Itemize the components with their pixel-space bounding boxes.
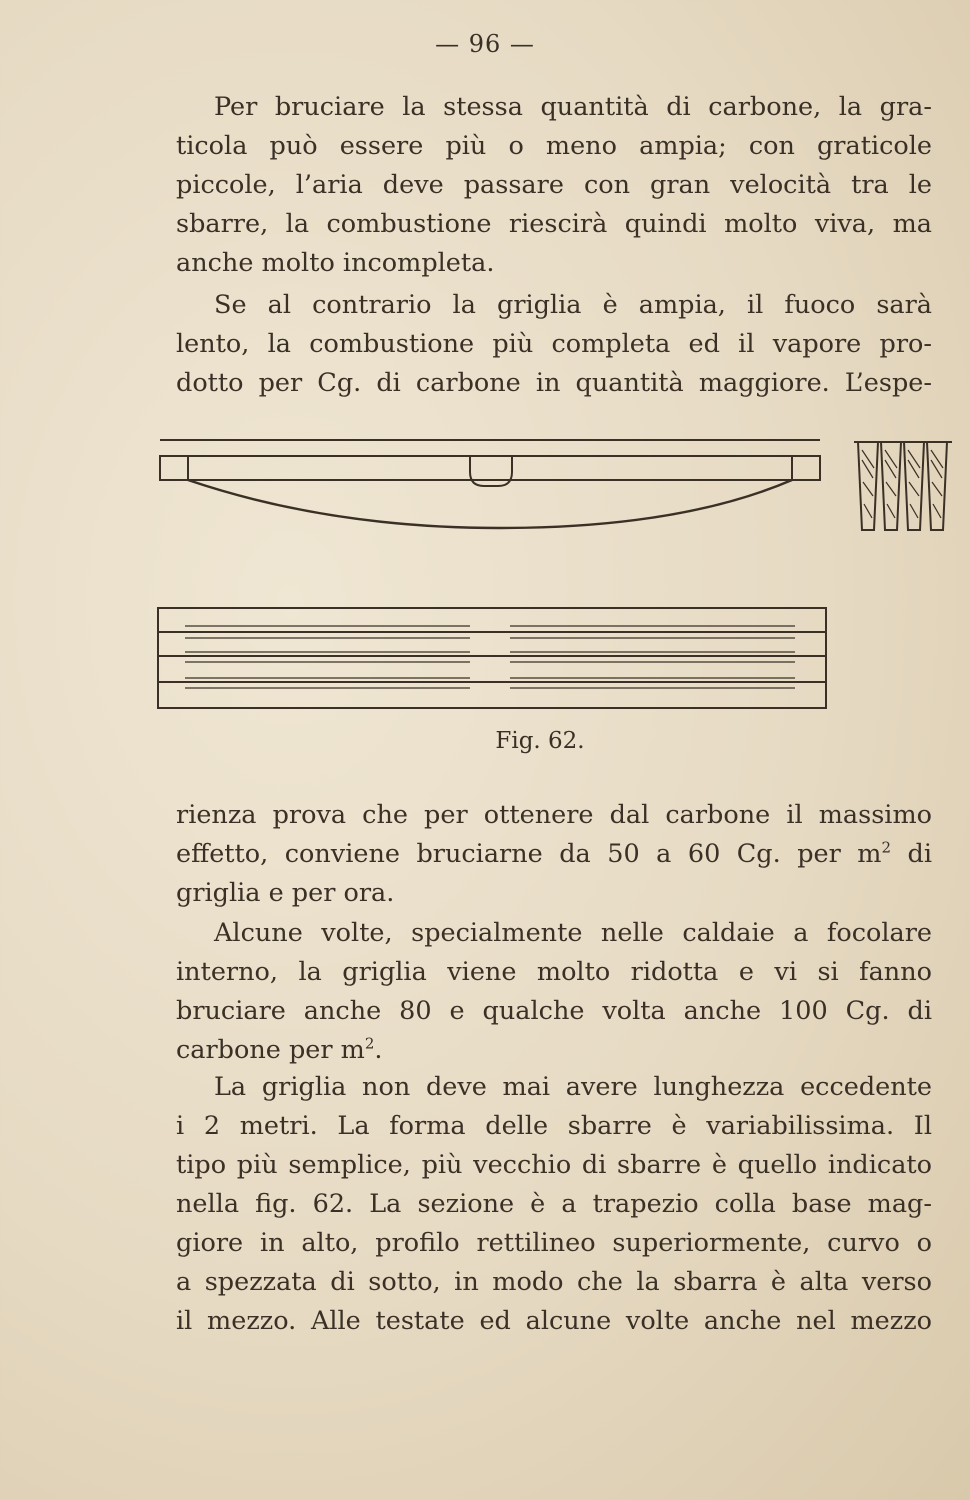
text-fragment: . xyxy=(374,1035,383,1065)
text-line: sbarre, la combustione riescirà quindi molto viva, ma xyxy=(176,209,932,239)
text-line: nella fig. 62. La sezione è a trapezio colla base mag- xyxy=(176,1189,932,1219)
text-line: a spezzata di sotto, in modo che la sbarra è alta verso xyxy=(176,1267,932,1297)
text-line: rienza prova che per ottenere dal carbone il massimo xyxy=(176,800,932,830)
paragraph-bar-shape xyxy=(176,1068,932,1341)
figure-caption: Fig. 62. xyxy=(495,728,585,754)
text-line: giore in alto, profilo rettilineo superiormente, curvo o xyxy=(176,1228,932,1258)
paragraph-optimal-rate xyxy=(176,796,932,913)
bar-cross-sections xyxy=(854,442,952,530)
text-line: i 2 metri. La forma delle sbarre è variabilissima. Il xyxy=(176,1111,932,1141)
paragraph-wide-grate xyxy=(176,286,932,403)
text-line xyxy=(176,1031,932,1070)
text-line xyxy=(176,835,932,874)
text-line: tipo più semplice, più vecchio di sbarre è quello indicato xyxy=(176,1150,932,1180)
text-line: Se al contrario la griglia è ampia, il fuoco sarà xyxy=(214,290,932,320)
paragraph-reduced-grate xyxy=(176,914,932,1070)
text-fragment: effetto, conviene bruciarne da 50 a 60 Cg. per m xyxy=(176,839,882,869)
page-number: — 96 — xyxy=(435,30,535,58)
text-line: piccole, l’aria deve passare con gran velocità tra le xyxy=(176,170,932,200)
text-fragment: carbone per m xyxy=(176,1035,365,1065)
paragraph-combustion-speed xyxy=(176,88,932,283)
text-line: griglia e per ora. xyxy=(176,878,395,908)
text-line: Alcune volte, specialmente nelle caldaie a focolare xyxy=(214,918,932,948)
grate-bar-figure xyxy=(0,420,970,720)
text-line: dotto per Cg. di carbone in quantità maggiore. L’espe- xyxy=(176,368,932,398)
text-line: bruciare anche 80 e qualche volta anche 100 Cg. di xyxy=(176,996,932,1026)
text-line: ticola può essere più o meno ampia; con graticole xyxy=(176,131,932,161)
bar-elevation-drawing xyxy=(160,440,820,528)
text-fragment: di xyxy=(907,839,933,869)
grate-plan-view xyxy=(158,608,826,708)
superscript: 2 xyxy=(881,838,892,857)
text-line: il mezzo. Alle testate ed alcune volte anche nel mezzo xyxy=(176,1306,932,1336)
text-line: La griglia non deve mai avere lunghezza eccedente xyxy=(214,1072,932,1102)
text-line: lento, la combustione più completa ed il vapore pro- xyxy=(176,329,932,359)
text-line: interno, la griglia viene molto ridotta e vi si fanno xyxy=(176,957,932,987)
superscript: 2 xyxy=(364,1034,375,1053)
text-line: Per bruciare la stessa quantità di carbone, la gra- xyxy=(214,92,932,122)
text-line: anche molto incompleta. xyxy=(176,248,495,278)
